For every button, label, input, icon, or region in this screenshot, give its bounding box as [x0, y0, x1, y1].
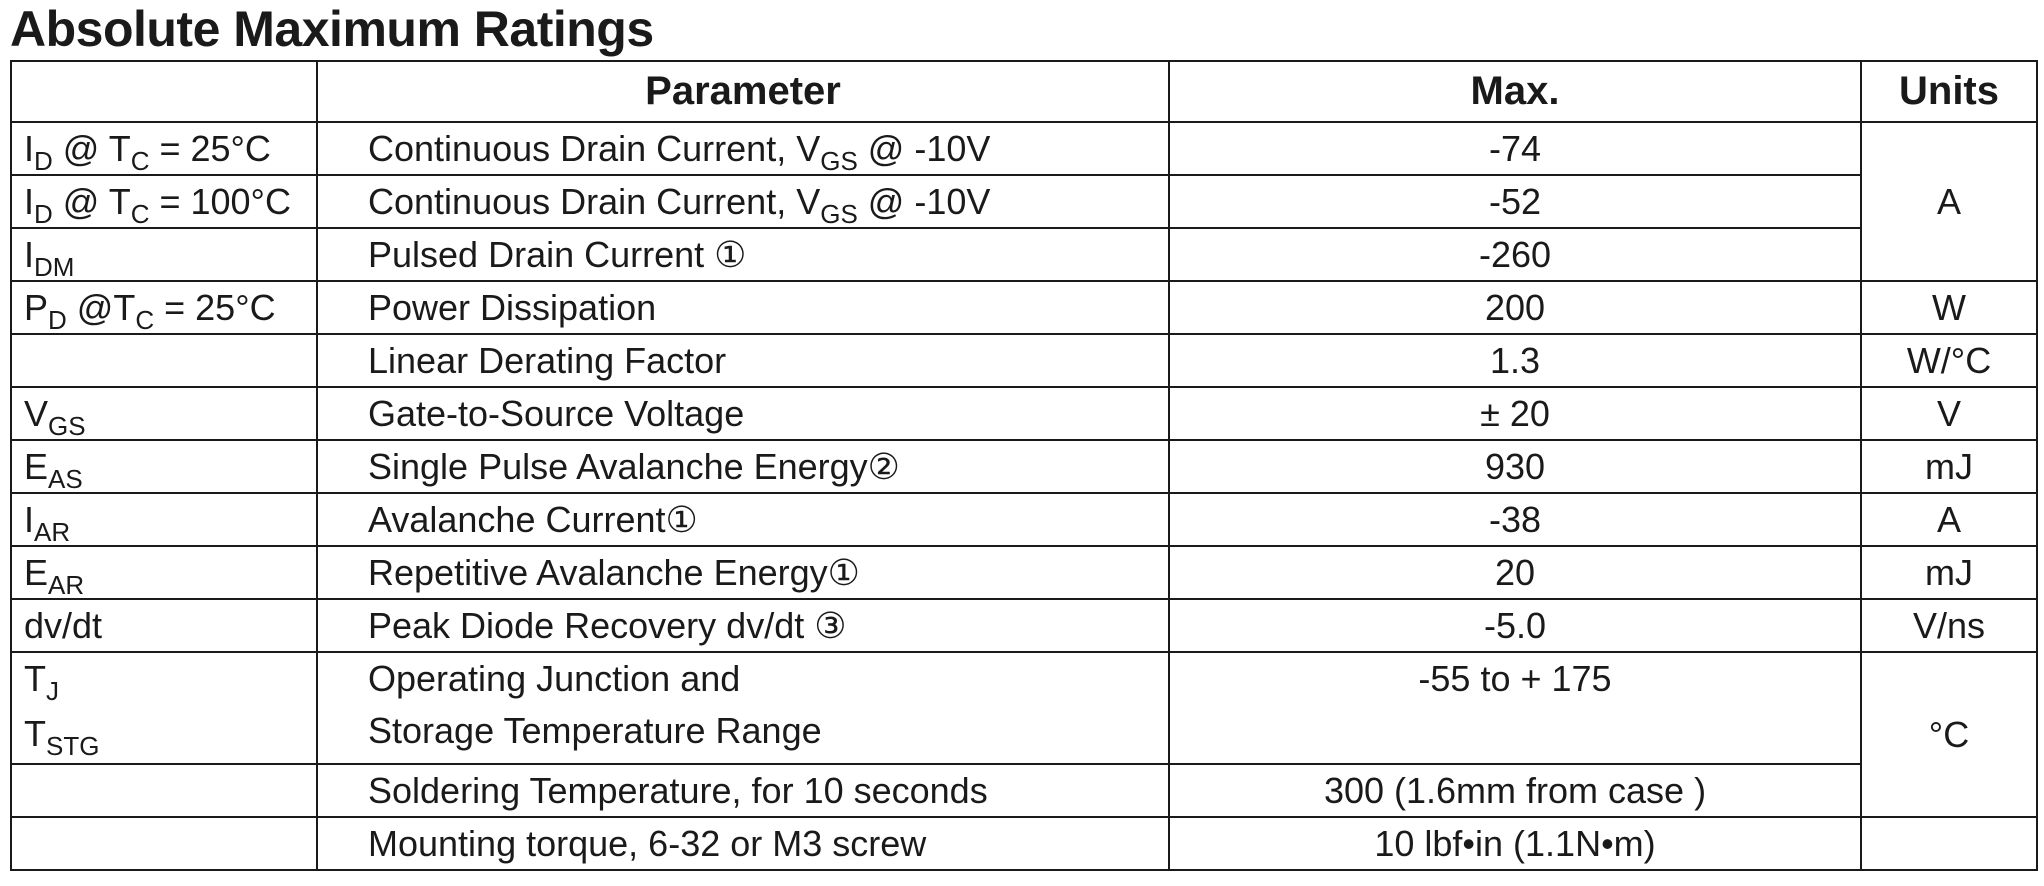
max-cell: ± 20: [1169, 387, 1861, 440]
header-parameter: Parameter: [317, 61, 1169, 122]
header-units: Units: [1861, 61, 2037, 122]
unit-cell: V/ns: [1861, 599, 2037, 652]
table-row: [11, 175, 2037, 228]
header-max: Max.: [1169, 61, 1861, 122]
max-cell: -74: [1169, 122, 1861, 175]
max-cell: 300 (1.6mm from case ): [1169, 764, 1861, 817]
table-row: [11, 281, 2037, 334]
parameter-cell: Peak Diode Recovery dv/dt ③: [317, 599, 1169, 652]
symbol-cell: $P_D$ $@T_C = 25^\circ C$: [11, 281, 317, 334]
parameter-cell: Mounting torque, 6-32 or M3 screw: [317, 817, 1169, 870]
table-row: [11, 764, 2037, 817]
max-cell: 20: [1169, 546, 1861, 599]
parameter-cell: Power Dissipation: [317, 281, 1169, 334]
absolute-maximum-ratings-table: [10, 60, 2038, 871]
max-cell: 200: [1169, 281, 1861, 334]
parameter-cell: Linear Derating Factor: [317, 334, 1169, 387]
unit-cell: A: [1861, 493, 2037, 546]
unit-cell: W/°C: [1861, 334, 2037, 387]
unit-cell: [1861, 817, 2037, 870]
unit-cell: °C: [1861, 652, 2037, 817]
table-row: [11, 440, 2037, 493]
symbol-cell: $I_D$ @ $T_C = 100^\circ C$: [11, 175, 317, 228]
parameter-cell: Avalanche Current①: [317, 493, 1169, 546]
parameter-cell: Pulsed Drain Current ①: [317, 228, 1169, 281]
unit-cell: mJ: [1861, 440, 2037, 493]
header-symbol: [11, 61, 317, 122]
table-row: [11, 817, 2037, 870]
max-cell: -55 to + 175: [1169, 652, 1861, 764]
parameter-cell: Continuous Drain Current, $V_{GS}$ @ -10V: [317, 122, 1169, 175]
symbol-cell: dv/dt: [11, 599, 317, 652]
unit-cell: V: [1861, 387, 2037, 440]
symbol-cell: [11, 817, 317, 870]
table-row: [11, 546, 2037, 599]
symbol-cell: $I_{DM}$: [11, 228, 317, 281]
symbol-cell: $I_D$ @ $T_C = 25^\circ C$: [11, 122, 317, 175]
symbol-cell: $V_{GS}$: [11, 387, 317, 440]
max-cell: -5.0: [1169, 599, 1861, 652]
max-cell: 930: [1169, 440, 1861, 493]
parameter-cell: Repetitive Avalanche Energy①: [317, 546, 1169, 599]
parameter-cell: Operating Junction and Storage Temperature Range: [317, 652, 1169, 764]
max-cell: -38: [1169, 493, 1861, 546]
parameter-cell: Soldering Temperature, for 10 seconds: [317, 764, 1169, 817]
header-row: [11, 61, 2037, 122]
table-row: [11, 599, 2037, 652]
parameter-cell: Continuous Drain Current, $V_{GS}$ @ -10V: [317, 175, 1169, 228]
max-cell: -260: [1169, 228, 1861, 281]
unit-cell: mJ: [1861, 546, 2037, 599]
table-row: [11, 228, 2037, 281]
symbol-cell: [11, 334, 317, 387]
table-row: [11, 652, 2037, 764]
table-row: [11, 334, 2037, 387]
max-cell: 10 lbf•in (1.1N•m): [1169, 817, 1861, 870]
max-cell: -52: [1169, 175, 1861, 228]
symbol-cell: $E_{AS}$: [11, 440, 317, 493]
parameter-cell: Gate-to-Source Voltage: [317, 387, 1169, 440]
page-title: Absolute Maximum Ratings: [10, 1, 654, 57]
max-cell: 1.3: [1169, 334, 1861, 387]
symbol-cell: [11, 764, 317, 817]
unit-cell: A: [1861, 122, 2037, 281]
symbol-cell: $T_J$ $T_{STG}$: [11, 652, 317, 764]
table-row: [11, 493, 2037, 546]
table-row: [11, 387, 2037, 440]
parameter-cell: Single Pulse Avalanche Energy②: [317, 440, 1169, 493]
symbol-cell: $I_{AR}$: [11, 493, 317, 546]
symbol-cell: $E_{AR}$: [11, 546, 317, 599]
unit-cell: W: [1861, 281, 2037, 334]
table-row: [11, 122, 2037, 175]
